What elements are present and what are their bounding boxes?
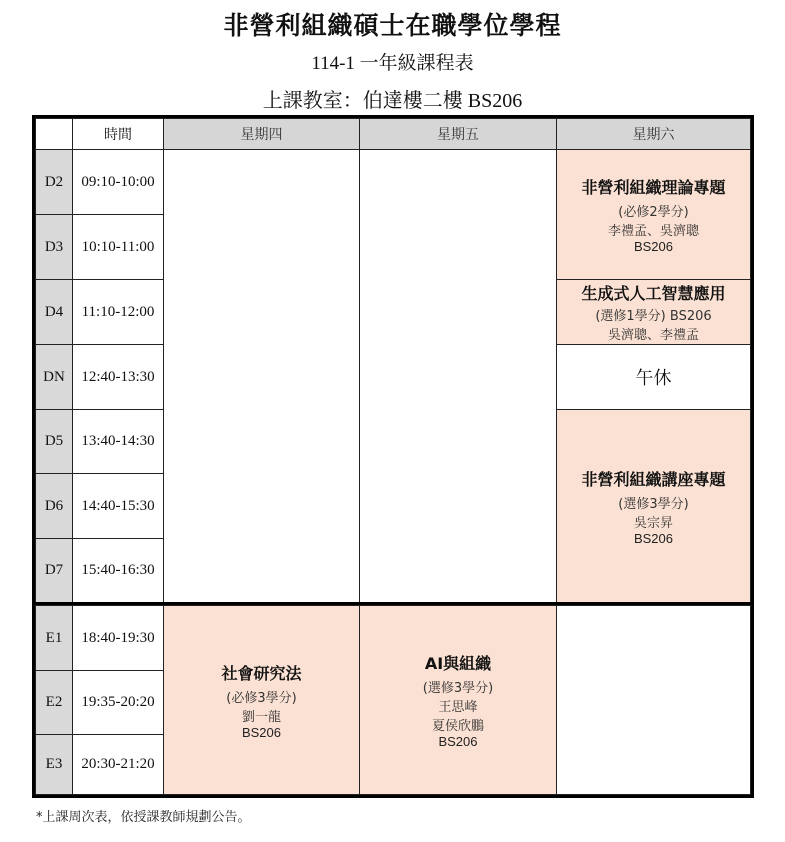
course-teacher: 吳宗昇 xyxy=(633,515,673,531)
period-time: 14:40-15:30 xyxy=(72,473,164,539)
course-name: 生成式人工智慧應用 xyxy=(581,284,726,303)
period-time: 18:40-19:30 xyxy=(72,605,164,671)
course-credit: (選修1學分) BS206 xyxy=(595,309,712,324)
footnote: *上課周次表，依授課教師規劃公告。 xyxy=(36,810,251,825)
period-time: 09:10-10:00 xyxy=(72,149,164,215)
schedule-subtitle: 114-1 一年級課程表 xyxy=(311,53,474,74)
period-code: E1 xyxy=(35,605,73,671)
period-code: D2 xyxy=(35,149,73,215)
period-time: 15:40-16:30 xyxy=(72,538,164,603)
saturday-evening-empty xyxy=(556,605,751,795)
thursday-day-empty xyxy=(163,149,360,603)
period-time: 13:40-14:30 xyxy=(72,409,164,474)
course-credit: (選修3學分) xyxy=(422,681,494,696)
course-nonprofit-lecture[interactable] xyxy=(556,409,751,603)
schedule-table xyxy=(32,115,754,798)
page-title: 非營利組織碩士在職學位學程 xyxy=(223,11,562,40)
lunch-break: 午休 xyxy=(556,344,751,410)
course-teacher: 劉一龍 xyxy=(241,709,281,725)
period-code: D6 xyxy=(35,473,73,539)
period-time: 11:10-12:00 xyxy=(72,279,164,345)
course-generative-ai[interactable] xyxy=(556,279,751,345)
course-credit: (必修2學分) xyxy=(618,205,689,220)
period-time: 20:30-21:20 xyxy=(72,734,164,795)
period-code: E3 xyxy=(35,734,73,795)
course-nonprofit-theory[interactable] xyxy=(556,149,751,280)
course-room: BS206 xyxy=(633,239,674,254)
course-teacher: 王思峰 xyxy=(438,700,478,715)
course-room: BS206 xyxy=(633,530,674,546)
course-teacher: 夏侯欣鵬 xyxy=(431,719,484,734)
course-social-research[interactable] xyxy=(163,605,360,795)
period-time: 12:40-13:30 xyxy=(72,344,164,410)
course-name: AI與組織 xyxy=(424,654,492,673)
period-code: D4 xyxy=(35,279,73,345)
course-teacher: 吳濟聰、李禮孟 xyxy=(607,328,699,343)
course-name: 非營利組織理論專題 xyxy=(581,178,726,197)
header-saturday: 星期六 xyxy=(556,118,751,150)
period-code: D3 xyxy=(35,214,73,280)
course-name: 非營利組織講座專題 xyxy=(581,469,726,489)
course-credit: (必修3學分) xyxy=(226,690,297,706)
period-code: D5 xyxy=(35,409,73,474)
period-time: 10:10-11:00 xyxy=(72,214,164,280)
header-thursday: 星期四 xyxy=(163,118,360,150)
header-time: 時間 xyxy=(72,118,164,150)
period-time: 19:35-20:20 xyxy=(72,670,164,735)
period-code: D7 xyxy=(35,538,73,603)
classroom-info: 上課教室：伯達樓二樓 BS206 xyxy=(262,90,523,112)
course-name: 社會研究法 xyxy=(221,663,302,683)
course-ai-and-organization[interactable] xyxy=(359,605,557,795)
course-room: BS206 xyxy=(241,724,282,740)
friday-day-empty xyxy=(359,149,557,603)
header-friday: 星期五 xyxy=(359,118,557,150)
period-code: E2 xyxy=(35,670,73,735)
period-code: DN xyxy=(35,344,73,410)
corner-cell xyxy=(35,118,73,150)
course-room: BS206 xyxy=(438,734,478,749)
course-credit: (選修3學分) xyxy=(618,496,689,512)
course-teacher: 李禮孟、吳濟聰 xyxy=(607,224,699,239)
